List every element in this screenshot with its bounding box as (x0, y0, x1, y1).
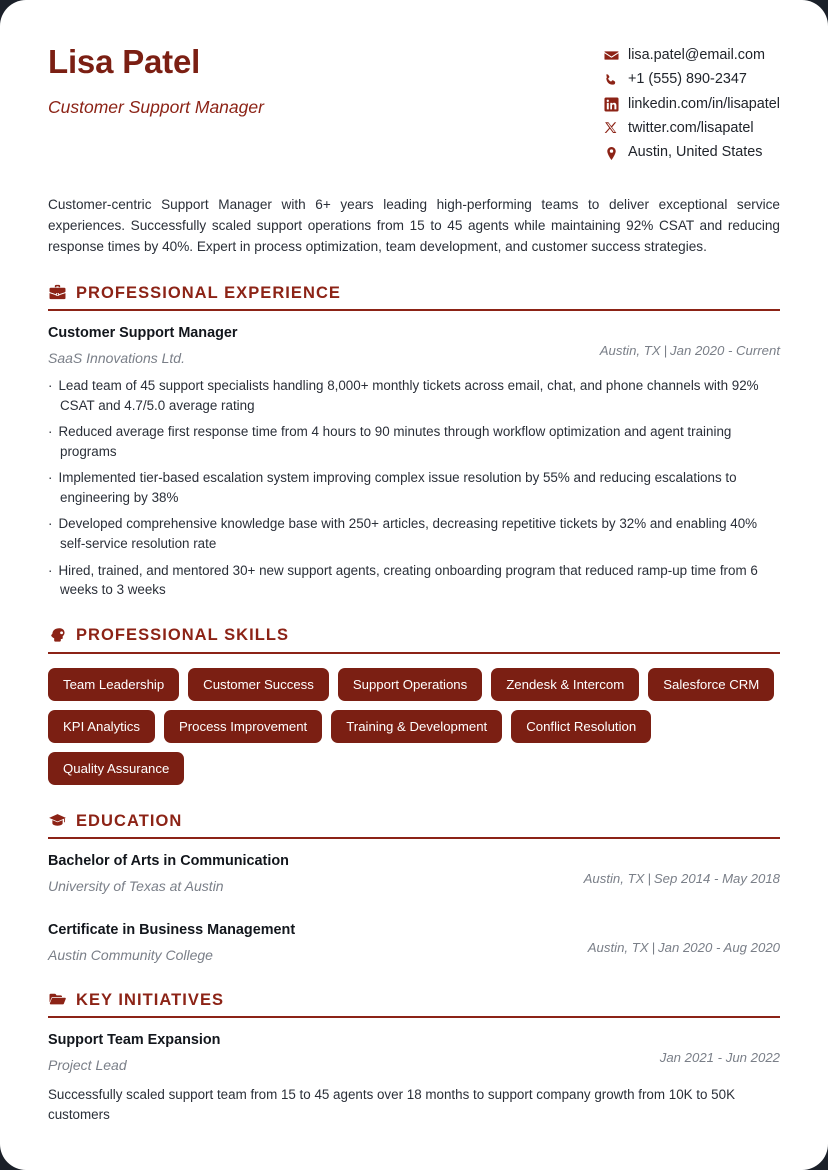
education-entry (48, 852, 780, 895)
professional-summary: Customer-centric Support Manager with 6+ years leading high-performing teams to deliver exceptional service experiences. Successfully scaled support operations from 15 to 45 agents while maintaining 92% CSAT and reducing response times by 40%. Expert in process optimization, team development, and customer success strategies. (48, 197, 780, 254)
section-title: PROFESSIONAL SKILLS (76, 626, 290, 645)
entry-location: Austin, TX (583, 871, 645, 887)
bullet-item (48, 422, 780, 461)
section-title: PROFESSIONAL EXPERIENCE (76, 283, 341, 302)
skills-list (48, 668, 780, 786)
entry-identity (48, 324, 238, 367)
brain-icon (48, 626, 67, 645)
section-education (48, 811, 780, 964)
folder-icon (48, 990, 67, 1009)
entry-bullets (48, 376, 780, 600)
meta-separator: | (647, 871, 651, 887)
bullet-text: Implemented tier-based escalation system improving complex issue resolution by 55% and reducing escalations to engineering by 38% (58, 470, 737, 505)
bullet-marker: · (48, 562, 53, 578)
contact-value-email: lisa.patel@email.com (628, 47, 765, 63)
section-title: KEY INITIATIVES (76, 990, 225, 1009)
skill-tag[interactable]: KPI Analytics (48, 710, 155, 743)
contact-value-phone: +1 (555) 890-2347 (628, 71, 747, 88)
contact-list (604, 36, 780, 161)
bullet-text: Developed comprehensive knowledge base with 250+ articles, decreasing repetitive tickets by 32% and enabling 40% self-service resolution rate (58, 516, 758, 552)
envelope-icon (604, 48, 619, 63)
entry-meta (654, 1031, 780, 1065)
resume-header (48, 0, 780, 161)
bullet-marker: · (48, 378, 53, 394)
entry-role: Customer Support Manager (48, 325, 238, 342)
entry-header-row (48, 852, 780, 895)
skill-tag[interactable]: Support Operations (338, 668, 482, 701)
section-divider (48, 1016, 780, 1018)
section-title: EDUCATION (76, 811, 183, 830)
entry-dates: Jan 2020 - Current (670, 343, 780, 359)
entry-meta (588, 921, 780, 955)
entry-institution: Austin Community College (48, 946, 213, 963)
graduation-cap-icon (48, 811, 67, 830)
entry-meta (600, 324, 780, 358)
section-divider (48, 837, 780, 839)
twitter-x-icon (604, 121, 619, 136)
briefcase-icon (48, 283, 67, 302)
education-entry (48, 921, 780, 964)
section-header (48, 811, 780, 830)
skill-tag[interactable]: Salesforce CRM (648, 668, 774, 701)
contact-item-phone[interactable] (604, 72, 780, 88)
bullet-text: Lead team of 45 support specialists handling 8,000+ monthly tickets across email, chat, and phone channels with 92% CSAT and 4.7/5.0 average rating (58, 378, 759, 413)
entry-degree: Bachelor of Arts in Communication (48, 853, 289, 870)
linkedin-icon (604, 97, 619, 112)
bullet-text: Reduced average first response time from 4 hours to 90 minutes through workflow optimization and agent training programs (58, 424, 732, 459)
page-title: Lisa Patel (48, 43, 201, 80)
entry-project-role: Project Lead (48, 1056, 127, 1073)
entry-identity (48, 1031, 220, 1074)
entry-identity (48, 852, 289, 895)
entry-header-row (48, 324, 780, 367)
section-professional-skills (48, 626, 780, 786)
bullet-marker: · (48, 424, 53, 440)
skill-tag[interactable]: Process Improvement (164, 710, 322, 743)
contact-value-location: Austin, United States (628, 144, 763, 161)
skill-tag[interactable]: Zendesk & Intercom (491, 668, 639, 701)
contact-item-location[interactable] (604, 145, 780, 161)
section-key-initiatives (48, 990, 780, 1125)
entry-meta (584, 852, 780, 886)
entry-location: Austin, TX (599, 343, 661, 359)
contact-item-email[interactable] (604, 48, 780, 64)
section-professional-experience (48, 283, 780, 600)
experience-entry (48, 324, 780, 600)
section-divider (48, 652, 780, 654)
bullet-marker: · (48, 470, 53, 486)
contact-value-linkedin: linkedin.com/in/lisapatel (628, 95, 780, 112)
contact-value-twitter: twitter.com/lisapatel (628, 120, 754, 137)
entry-dates: Jan 2021 - Jun 2022 (659, 1050, 780, 1066)
entry-header-row (48, 921, 780, 964)
bullet-item (48, 468, 780, 507)
section-header (48, 283, 780, 302)
entry-description: Successfully scaled support team from 15 to 45 agents over 18 months to support company growth from 10K to 50K customers (48, 1087, 736, 1122)
meta-separator: | (651, 940, 656, 956)
entry-degree: Certificate in Business Management (48, 922, 296, 939)
entry-dates: Sep 2014 - May 2018 (653, 871, 780, 887)
bullet-item (48, 561, 780, 600)
identity-block (48, 36, 264, 118)
location-pin-icon (604, 146, 619, 161)
entry-header-row (48, 1031, 780, 1074)
entry-location: Austin, TX (587, 940, 649, 956)
professional-title: Customer Support Manager (48, 96, 264, 117)
entry-organization: SaaS Innovations Ltd. (48, 349, 185, 366)
initiative-entry (48, 1031, 780, 1125)
section-header (48, 990, 780, 1009)
skill-tag[interactable]: Customer Success (188, 668, 329, 701)
skill-tag[interactable]: Training & Development (331, 710, 502, 743)
bullet-marker: · (48, 516, 53, 532)
entry-institution: University of Texas at Austin (48, 878, 224, 895)
bullet-item (48, 376, 780, 415)
bullet-text: Hired, trained, and mentored 30+ new support agents, creating onboarding program that reduced ramp-up time from 6 weeks to 3 weeks (58, 562, 758, 598)
skill-tag[interactable]: Team Leadership (48, 668, 179, 701)
bullet-item (48, 514, 780, 553)
entry-project-name: Support Team Expansion (48, 1032, 221, 1049)
skill-tag[interactable]: Conflict Resolution (511, 710, 651, 743)
meta-separator: | (663, 343, 668, 359)
contact-item-linkedin[interactable] (604, 97, 780, 113)
entry-identity (48, 921, 295, 964)
contact-item-twitter[interactable] (604, 121, 780, 137)
section-header (48, 626, 780, 645)
skill-tag[interactable]: Quality Assurance (48, 752, 184, 785)
section-divider (48, 309, 780, 311)
entry-dates: Jan 2020 - Aug 2020 (658, 940, 780, 956)
phone-icon (604, 73, 619, 88)
